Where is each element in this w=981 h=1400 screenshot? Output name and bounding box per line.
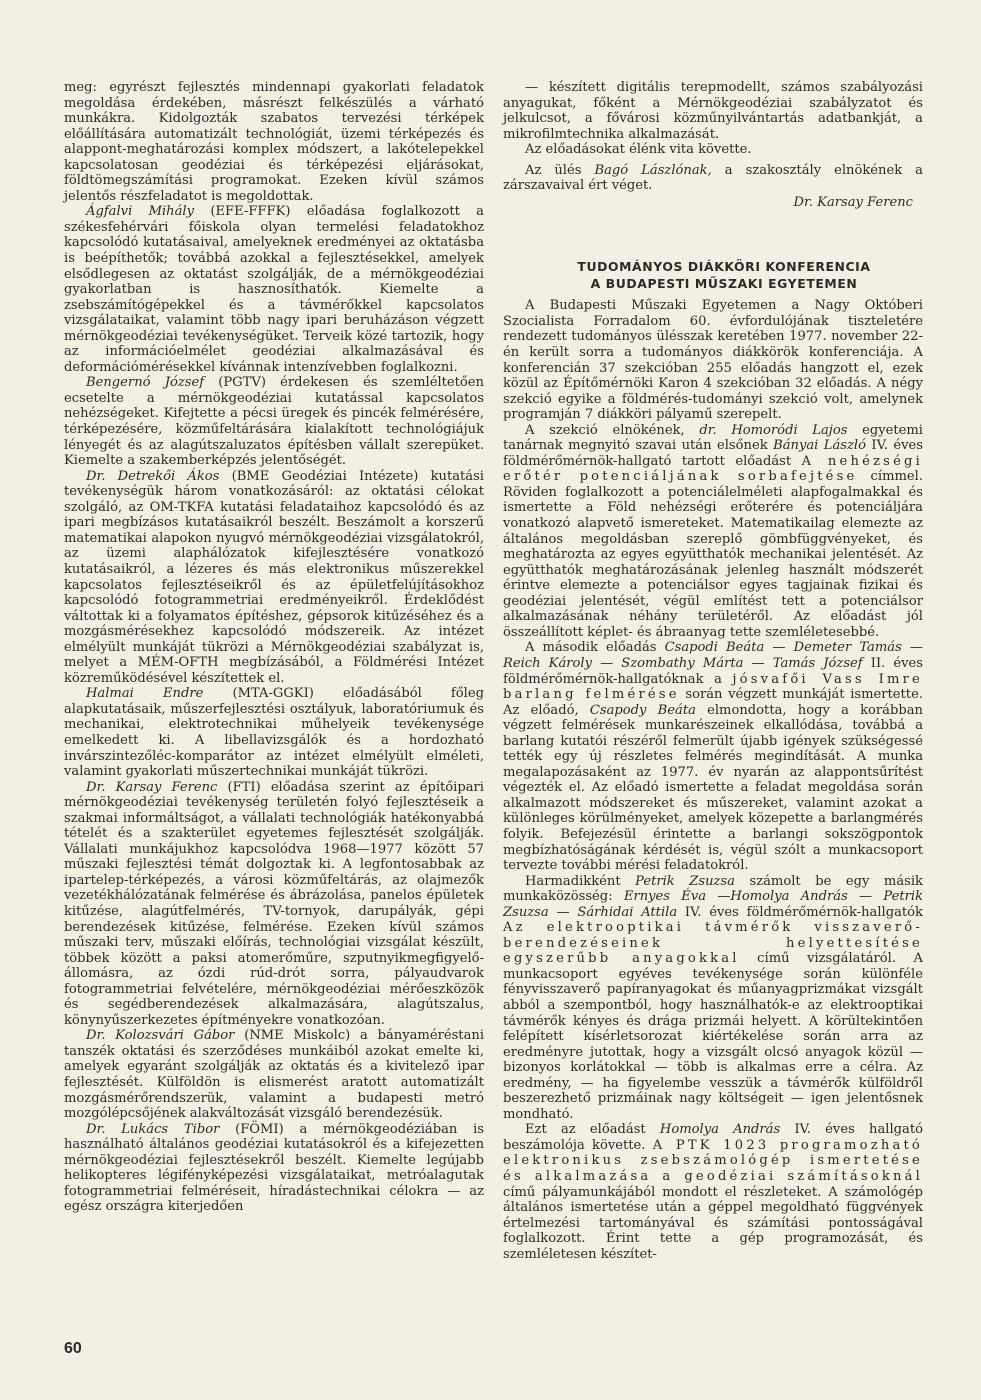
- section-heading-line2: A BUDAPESTI MŰSZAKI EGYETEMEN: [590, 276, 858, 292]
- paragraph-conference-intro: A Budapesti Műszaki Egyetemen a Nagy Októberi Szocialista Forradalom 60. évfordulójának tiszteletére rendezett tudományos ülésszak keretében 1977. november 22-én került sorra a tudományos diákkörök konferenciája. A konferencián 37 szekcióban 255 előadás hangzott el, ezek közül az Építőmérnöki Karon 4 szekcióban 32 előadás. A négy szekció egyike a földmérés-tudományi szekció volt, amelynek programján 7 diákköri pályamű szerepelt.: [503, 298, 923, 423]
- author-name: Dr. Detrekői Ákos: [86, 468, 220, 484]
- left-column: [64, 80, 484, 1215]
- person-names: Ernyes Éva —Homolya András — Petrik Zsuzsa — Sárhidai Attila: [503, 889, 924, 920]
- paragraph-first-talk: A szekció elnökének, dr. Homoródi Lajos egyetemi tanárnak megnyitó szavai után elsőnek Bányai László IV. éves földmérőmérnök-hallgató tartott előadást A nehézségi erőtér potenciáljának sorbafejtése címmel. Röviden foglalkozott a potenciálelméleti alapfogalmakkal és ismertette a Föld nehézségi erőterére és potenciáljára vonatkozó alapvető ismereteket. Matematikailag elemezte az általános megoldásban szereplő gömbfüggvényeket, és meghatározta az egyes együtthatók mechanikai jelentését. Az együtthatók meghatározásának jelenleg használt módszerét érintve elemezte a potenciálsor egyes tagjainak fizikai és geodéziai jelentését, végül említést tett a potenciálsor alkalmazásának néhány területéről. Az előadást jól összeállított képlet- és ábraanyag tette szemléletesebbé.: [503, 422, 924, 640]
- author-name: Halmai Endre: [86, 686, 204, 702]
- talk-title: jósvafői Vass Imre barlang felmérése: [503, 671, 923, 703]
- paragraph-detrekoi: Dr. Detrekői Ákos (BME Geodéziai Intézete) kutatási tevékenységük három vonatkozásáról: az oktatási célokat szolgáló, az OM-TKFA kutatási feladataihoz kapcsolódó és az ipari megbízásos kutatásaikról beszélt. Beszámolt a korszerű matematikai alapokon nyugvó mérnökgeodéziai vizsgálatokról, az üzemi alaphálózatok kifejlesztésére vonatkozó kutatásaikról, a lézeres és más elektronikus műszerekkel kapcsolatos fejlesztéseikről és az épületfelújításokhoz kapcsolódó fotogrammetriai eredményeikről. Érdeklődést váltottak ki a folyamatos építéshez, gépsorok kitűzéséhez és a mozgásmérésekhez kapcsolódó módszereik. Az intézet elmélyült munkáját tükrözi a Mérnökgeodéziai szabályzat is, melyet a MÉM-OFTH megbízásából, a Földmérési Intézet közreműködésével készítettek el.: [64, 468, 484, 686]
- person-name: dr. Homoródi Lajos: [699, 422, 848, 438]
- paragraph-second-talk: A második előadás Csapodi Beáta — Demeter Tamás — Reich Károly — Szombathy Márta — Tamás József II. éves földmérőmérnök-hallgatóknak a jósvafői Vass Imre barlang felmérése során végzett munkáját ismertette. Az előadó, Csapody Beáta elmondotta, hogy a korábban végzett felmérések munkarészeinek elkallódása, továbbá a barlang kutatói részéről felmerült újabb igények szükségessé tették egy új részletes felmérés megindítását. A munka megalapozásaként az 1977. év nyarán az alappontsűrítést végezték el. Az előadó ismertette a feladat megoldása során alkalmazott módszereket és műszereket, valamint azokat a különleges körülményeket, amelyek közepette a barlangmérés folyik. Befejezésül érintette a barlangi sokszögpontok megbízhatóságának kérdését is, végül szólt a munkacsoport tervezte további mérési feladatokról.: [503, 640, 924, 874]
- paragraph-kolozsvari: Dr. Kolozsvári Gábor (NME Miskolc) a bányaméréstani tanszék oktatási és szerződéses munkáiból azokat emelte ki, amelyek egyaránt szolgálják az oktatás és a kivitelező ipar fejlesztését. Külföldön is elismerést aratott automatizált mozgásmérőrendszerük, valamint a budapesti metró mozgólépcsőjének alakváltozását vizsgáló berendezésük.: [64, 1028, 485, 1122]
- page-number: 60: [64, 1340, 82, 1357]
- paragraph-continued: — készített digitális terepmodellt, számos szabályozási anyagukat, főként a Mérnökgeodéziai szabályzatot és jelkulcsot, a fővárosi közműnyilvántartás adatbankját, a mikrofilmtechnika alkalmazását.: [503, 80, 923, 142]
- paragraph-lukacs: Dr. Lukács Tibor (FÖMI) a mérnökgeodéziában is használható általános geodéziai kutatásokról és a kifejezetten mérnökgeodéziai fejlesztésekről beszélt. Kiemelte legújabb helikopteres légifényképezési vizsgálataikat, metróalagutak fotogrammetriai felméréseit, híradástechnikai célokra — az egész országra kiterjedően: [64, 1121, 484, 1215]
- paragraph-discussion: Az előadásokat élénk vita követte.: [525, 142, 752, 158]
- talk-title: Az elektrooptikai távmérők visszaverő-berendezéseinek helyettesítése egyszerűbb anyagokkal: [503, 920, 923, 967]
- person-name: Bagó Lászlónak,: [594, 162, 712, 178]
- paragraph-bengerno: Bengernó József (PGTV) érdekesen és szemléltetően ecsetelte a mérnökgeodéziai kutatással kapcsolatos nehézségeket. Kifejtette a pécsi üregek és pincék felmérésére, térképezésére, közműfeltárására kialakított technológiájuk lényegét és az alagútszaluzatos építésben vállalt szerepüket. Kiemelte a szakemberképzés jelentőségét.: [64, 375, 484, 469]
- talk-title: A nehézségi erőtér potenciáljának sorbafejtése: [503, 453, 924, 485]
- author-name: Dr. Karsay Ferenc: [86, 779, 218, 795]
- paragraph-closing: Az ülés Bagó Lászlónak, a szakosztály elnökének a zárszavaival ért véget.: [503, 162, 923, 194]
- person-name: Homolya András: [659, 1122, 781, 1138]
- article-signature: Dr. Karsay Ferenc: [793, 194, 913, 210]
- author-name: Bengernó József: [86, 375, 205, 391]
- person-name: Csapody Beáta: [589, 702, 696, 718]
- section-heading-line1: TUDOMÁNYOS DIÁKKÖRI KONFERENCIA: [577, 259, 871, 275]
- person-name: Bányai László: [773, 438, 866, 454]
- paragraph-halmai: Halmai Endre (MTA-GGKI) előadásából főleg alapkutatásaik, műszerfejlesztési osztályuk, laboratóriumuk és mechanikai, elektrotechnikai műhelyeik tevékenysége emelkedett ki. A libellavizsgálók és a hordozható invárszintezőléc-komparátor az intézet elmélyült elméleti, valamint gyakorlati műszertechnikai munkáját tükrözi.: [64, 686, 484, 780]
- paragraph-fourth-talk: Ezt az előadást Homolya András IV. éves hallgató beszámolója követte. A PTK 1023 programozható elektronikus zsebszámológép ismertetése és alkalmazása a geodéziai számításoknál című pályamunkájából mondott el részleteket. A számológép általános ismertetése után a géppel megoldható függvények értelmezési tartományával és számítási pontosságával foglalkozott. Érint tette a gép programozását, és szemléletesen készítet-: [503, 1122, 923, 1262]
- author-name: Ágfalvi Mihály: [86, 204, 195, 220]
- person-name: Petrik Zsuzsa: [635, 873, 735, 889]
- author-name: Dr. Kolozsvári Gábor: [86, 1028, 235, 1044]
- author-name: Dr. Lukács Tibor: [86, 1121, 220, 1137]
- right-column: [503, 80, 923, 1262]
- person-names: Csapodi Beáta — Demeter Tamás — Reich Károly — Szombathy Márta — Tamás József: [503, 640, 923, 671]
- paragraph-third-talk: Harmadikként Petrik Zsuzsa számolt be egy másik munkaközösség: Ernyes Éva —Homolya András — Petrik Zsuzsa — Sárhidai Attila IV. éves földmérőmérnök-hallgatók Az elektrooptikai távmérők visszaverő-berendezéseinek helyettesítése egyszerűbb anyagokkal című vizsgálatáról. A munkacsoport egyéves tevékenysége során különféle fényvisszaverő papíranyagokat és műanyagprizmákat vizsgált abból a szempontból, hogy használhatók-e az elektrooptikai távmérők kényes és drága prizmái helyett. A körültekintően felépített kísérletsorozat kiértékelése során arra az eredményre jutottak, hogy a vizsgált olcsó anyagok közül —bizonyos korlátokkal — több is alkalmas erre a célra. Az eredmény, — ha figyelembe vesszük a távmérők külföldről beszerezhető prizmáinak nagy költségeit — igen jelentősnek mondható.: [503, 873, 924, 1122]
- paragraph-karsay: Dr. Karsay Ferenc (FTI) előadása szerint az építőipari mérnökgeodéziai tevékenység területén folyó fejlesztéseik a szakmai informáltságot, a vállalati technológiák hatékonyabbá tételét és a szakterület egyetemes fejlesztését szolgálják. Vállalati munkájukhoz kapcsolódva 1968—1977 között 57 műszaki fejlesztési témát dolgoztak ki. A legfontosabbak az ipartelep-térképezés, a városi közműfeltárás, az olajmezők vezetékhálózatának felmérése és ábrázolása, panelos épületek kitűzése, alagútfelmérés, TV-tornyok, darupályák, gépi berendezések kitűzése, felmérése. Ezeken kívül számos műszaki terv, műszaki előírás, technológiai vizsgálat készült, többek között a paksi atomerőműre, szputnyikmegfigyelő-állomásra, az ózdi rúd-drót sorra, pályaudvarok fotogrammetriai felvételére, mérnökgeodéziai mérőeszközök és segédberendezések alkalmazására, alagútszalus, könynyűszerkezetes építményekre vonatkozóan.: [64, 779, 484, 1028]
- paragraph-agfalvi: Ágfalvi Mihály (EFE-FFFK) előadása foglalkozott a székesfehérvári főiskola olyan termelési feladatokhoz kapcsolódó kutatásaival, amelyeknek eredményei az oktatásba is beépíthetők; továbbá azokkal a fejlesztésekkel, amelyek elsődlegesen az oktatást szolgálják, de a mérnökgeodéziai gyakorlatban is hasznosíthatók. Kiemelte a zsebszámítógépekkel és a távmérőkkel kapcsolatos vizsgálataikat, valamint több nagy ipari beruházáson végzett mérnökgeodéziai tevékenységüket. Terveik közé tartozik, hogy az információelmélet geodéziai alkalmazásával és deformációmérésekkel kívánnak intenzívebben foglalkozni.: [64, 204, 484, 375]
- paragraph-intro-continued: meg: egyrészt fejlesztés mindennapi gyakorlati feladatok megoldása érdekében, másrészt felkészülés a várható munkákra. Kidolgozták szabatos tervezési térképek előállítására automatizált technológiát, üzemi térképezés és alappont-meghatározási komplex módszert, a lakótelepekkel kapcsolatosan geodéziai és térképezési eljárásokat, földtömegszámítási programokat. Ezeken kívül számos jelentős részfeladatot is megoldottak.: [64, 80, 484, 204]
- talk-title: A PTK 1023 programozható elektronikus zsebszámológép ismertetése és alkalmazása a geodéziai számításoknál: [503, 1137, 923, 1184]
